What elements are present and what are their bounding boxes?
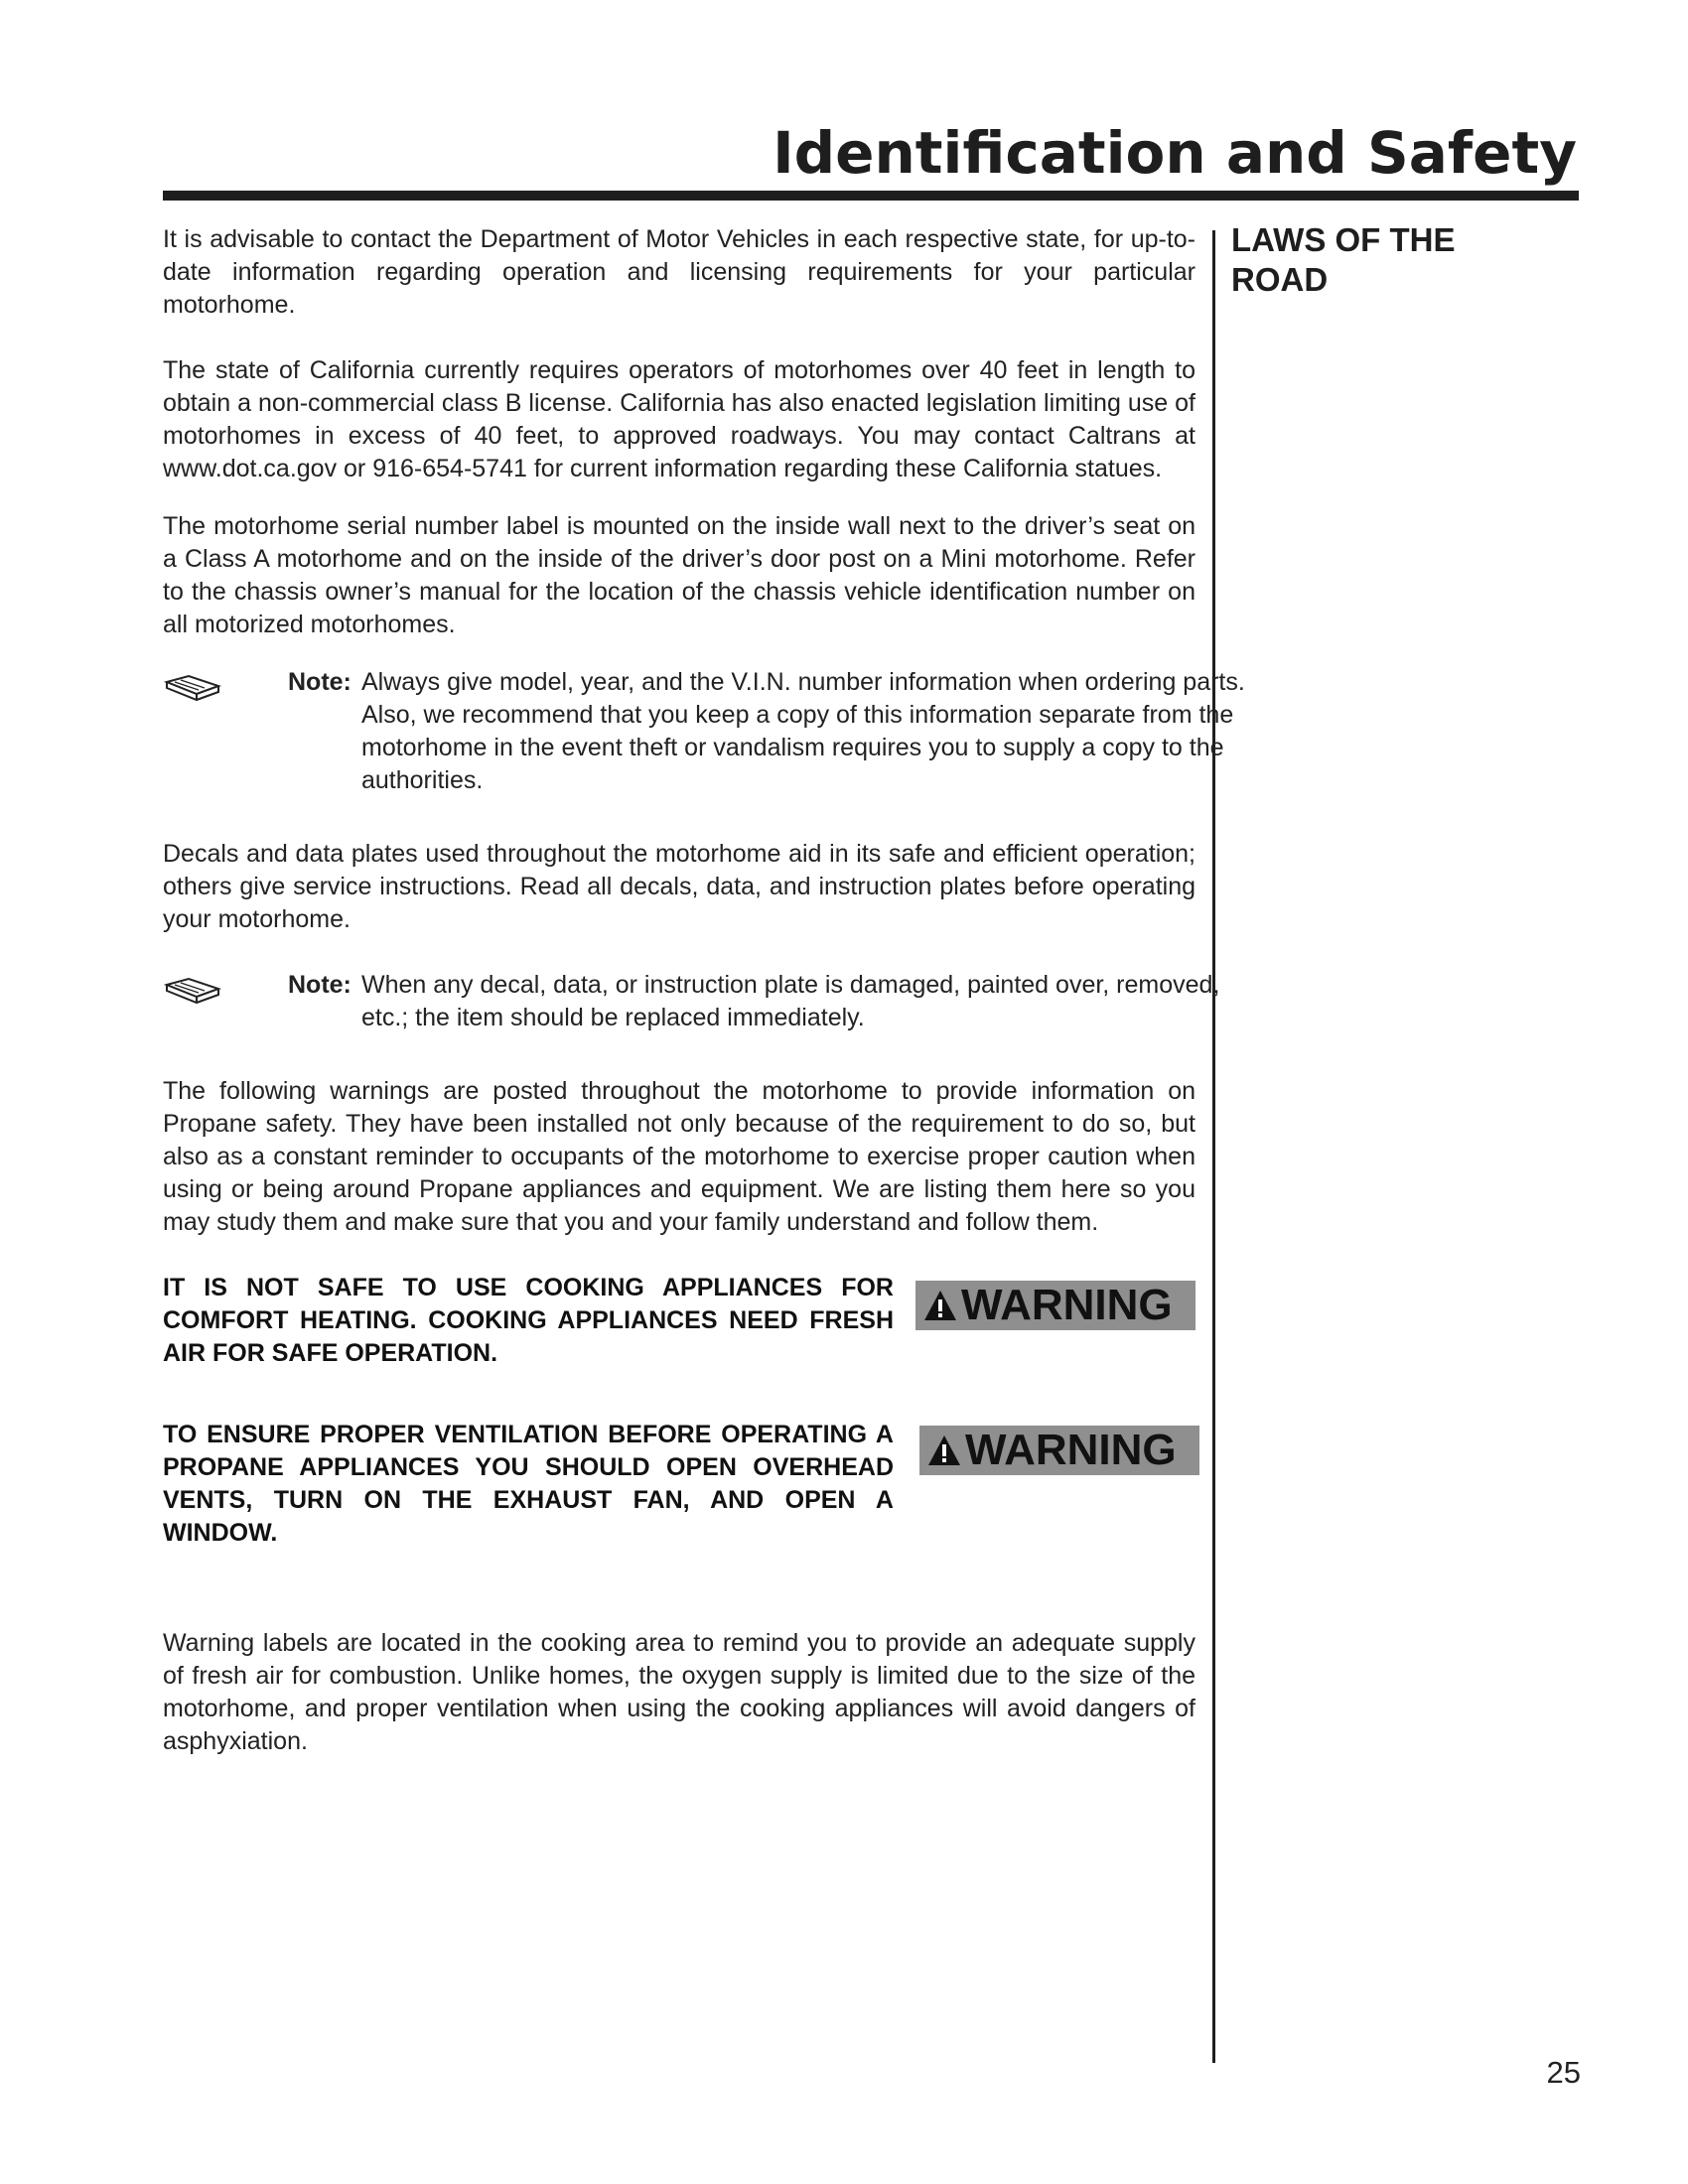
note-decal — [163, 969, 1255, 1034]
warning-badge-label: WARNING — [961, 1281, 1173, 1329]
paragraph-asphyxiation: Warning labels are located in the cooking area to remind you to provide an adequate supply of fresh air for combustion. Unlike homes, the oxygen supply is limited due to the size of the motorhome, and proper ventilation when using the cooking appliances will avoid dangers of asphyxiation. — [163, 1629, 1196, 1755]
paragraph-serial-label: The motorhome serial number label is mounted on the inside wall next to the driver’s seat on a Class A motorhome and on the inside of the driver’s door post on a Mini motorhome. Refer to the chassis owner’s manual for the location of the chassis vehicle identification number on all motorized motorhomes. — [163, 512, 1196, 638]
warning-badge — [915, 1281, 1196, 1330]
page-number: 25 — [1546, 2055, 1581, 2090]
note-label: Note: — [288, 971, 352, 999]
paragraph-propane-warnings: The following warnings are posted throughout the motorhome to provide information on Propane safety. They have been installed not only because of the requirement to do so, but also as a constant reminder to occupants of the motorhome to exercise proper caution when using or being around Propane appliances and equipment. We are listing them here so you may study them and make sure that you and your family understand and follow them. — [163, 1077, 1196, 1236]
warning-triangle-icon — [927, 1433, 961, 1467]
warning-badge-label: WARNING — [965, 1426, 1177, 1474]
paragraph-california: The state of California currently requires operators of motorhomes over 40 feet in length to obtain a non-commercial class B license. California has also enacted legislation limiting use of motorhomes in excess of 40 feet, to approved roadways. You may contact Caltrans at www.dot.ca.gov or 916-654-5741 for current information regarding these California statues. — [163, 356, 1196, 482]
book-icon — [163, 973, 222, 1007]
page-title: Identification and Safety — [773, 119, 1577, 187]
side-heading: LAWS OF THE ROAD — [1231, 221, 1456, 298]
warning-ventilation — [163, 1419, 1196, 1554]
column-divider — [1212, 230, 1215, 2063]
paragraph-dmv: It is advisable to contact the Department of Motor Vehicles in each respective state, for up-to-date information regarding operation and licensing requirements for your particular motorhome. — [163, 225, 1196, 319]
warning-text: IT IS NOT SAFE TO USE COOKING APPLIANCES FOR COMFORT HEATING. COOKING APPLIANCES NEED FRESH AIR FOR SAFE OPERATION. — [163, 1274, 894, 1367]
paragraph-decals: Decals and data plates used throughout the motorhome aid in its safe and efficient operation; others give service instructions. Read all decals, data, and instruction plates before operating your motorhome. — [163, 840, 1196, 933]
warning-text: TO ENSURE PROPER VENTILATION BEFORE OPERATING A PROPANE APPLIANCES YOU SHOULD OPEN OVERHEAD VENTS, TURN ON THE EXHAUST FAN, AND OPEN A WINDOW. — [163, 1421, 894, 1547]
title-rule — [163, 191, 1579, 201]
note-label: Note: — [288, 668, 352, 696]
main-column — [163, 223, 1245, 1791]
book-icon — [163, 670, 222, 704]
warning-cooking-heating — [163, 1272, 1196, 1379]
warning-badge — [919, 1426, 1199, 1475]
note-text: Always give model, year, and the V.I.N. number information when ordering parts. Also, we recommend that you keep a copy of this information separate from the motorhome in the event theft or vandalism requires you to supply a copy to the authorities. — [361, 668, 1245, 794]
note-vin — [163, 666, 1255, 797]
warning-triangle-icon — [923, 1289, 957, 1322]
note-text: When any decal, data, or instruction plate is damaged, painted over, removed, etc.; the item should be replaced immediately. — [361, 971, 1220, 1031]
